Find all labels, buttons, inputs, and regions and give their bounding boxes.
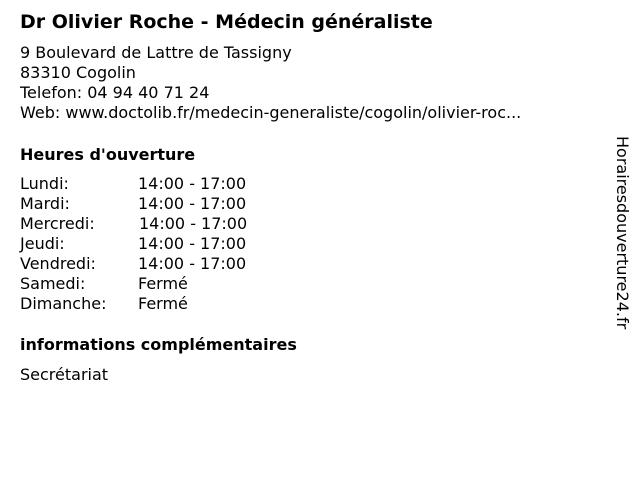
day-label: Lundi: [20,174,69,193]
day-label: Dimanche: [20,294,107,313]
day-label: Mardi: [20,194,70,213]
website-link[interactable]: Web: www.doctolib.fr/medecin-generaliste/cogolin/olivier-roc... [20,103,522,122]
hours-heading: Heures d'ouverture [20,145,196,164]
watermark-text: Horairesdouverture24.fr [613,136,632,330]
page-title: Dr Olivier Roche - Médecin généraliste [20,11,433,33]
day-label: Jeudi: [20,234,65,253]
day-hours: 14:00 - 17:00 [139,214,248,233]
day-label: Vendredi: [20,254,96,273]
day-hours: 14:00 - 17:00 [138,234,247,253]
day-hours: Fermé [138,274,188,293]
day-hours: 14:00 - 17:00 [138,254,247,273]
day-label: Mercredi: [20,214,95,233]
info-heading: informations complémentaires [20,335,297,354]
day-hours: 14:00 - 17:00 [138,174,247,193]
address-city: 83310 Cogolin [20,63,136,82]
address-street: 9 Boulevard de Lattre de Tassigny [20,43,292,62]
info-text: Secrétariat [20,365,109,384]
phone-number: Telefon: 04 94 40 71 24 [20,83,210,102]
address-block [20,43,521,123]
day-hours: Fermé [138,294,188,313]
day-label: Samedi: [20,274,86,293]
day-hours: 14:00 - 17:00 [138,194,247,213]
